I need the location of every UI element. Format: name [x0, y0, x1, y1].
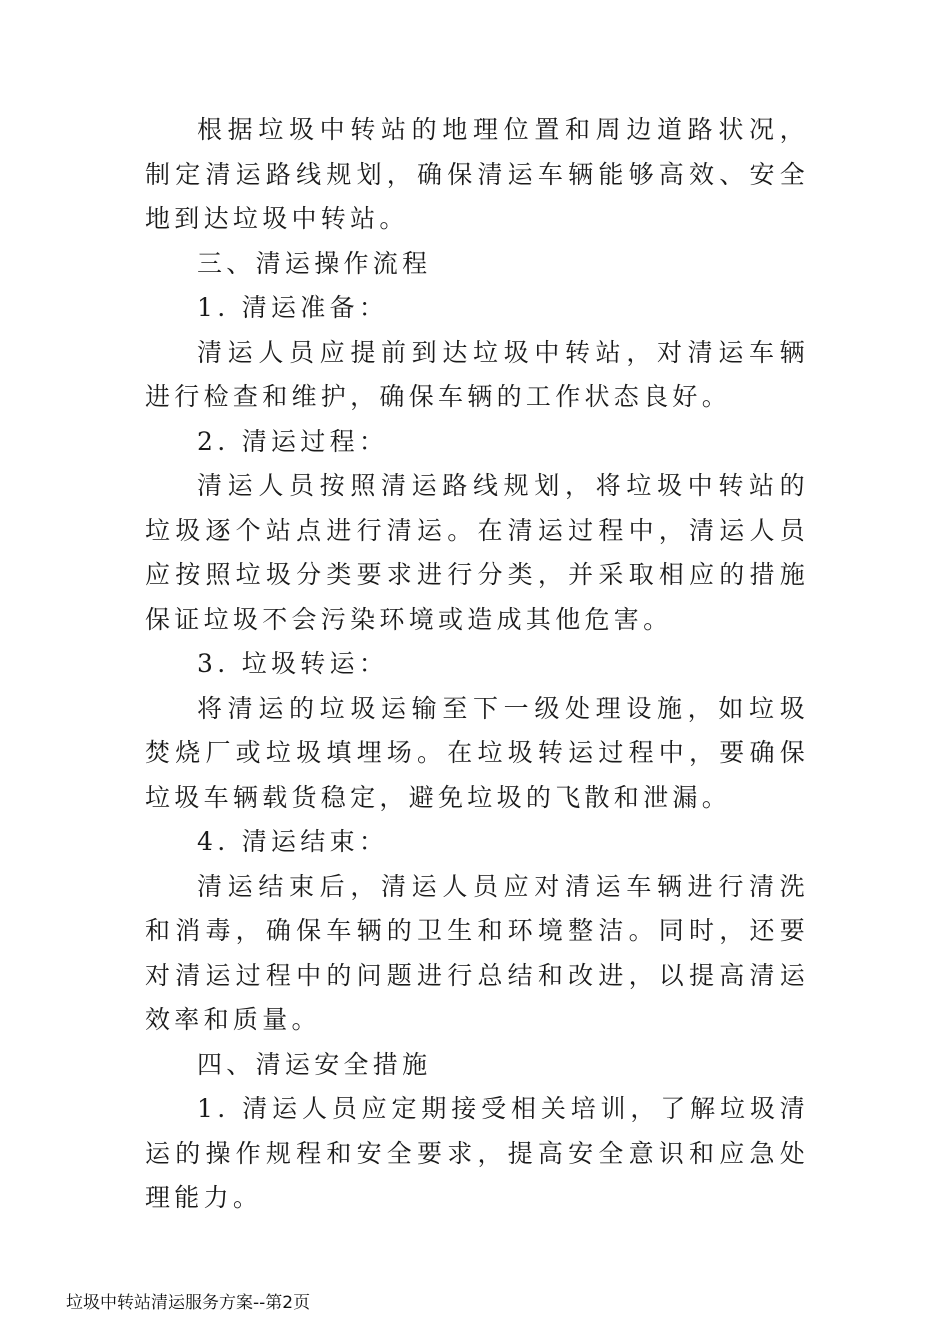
section-heading-operation-flow: 三、清运操作流程: [197, 248, 432, 278]
paragraph-transfer: 将清运的垃圾运输至下一级处理设施，如垃圾焚烧厂或垃圾填埋场。在垃圾转运过程中，要确保垃圾车辆载货稳定，避免垃圾的飞散和泄漏。: [145, 693, 809, 812]
section-heading-safety-measures: 四、清运安全措施: [197, 1049, 432, 1079]
paragraph-safety-training: 1. 清运人员应定期接受相关培训，了解垃圾清运的操作规程和安全要求，提高安全意识和应急处理能力。: [145, 1094, 809, 1212]
subheading-process: 2. 清运过程：: [197, 426, 389, 456]
page-footer: 垃圾中转站清运服务方案--第2页: [66, 1293, 311, 1313]
subheading-preparation: 1. 清运准备：: [197, 293, 389, 322]
subheading-transfer: 3. 垃圾转运：: [197, 649, 389, 678]
document-body: [145, 108, 809, 1221]
subheading-completion: 4. 清运结束：: [197, 827, 389, 856]
paragraph-process: 清运人员按照清运路线规划，将垃圾中转站的垃圾逐个站点进行清运。在清运过程中，清运人员应按照垃圾分类要求进行分类，并采取相应的措施保证垃圾不会污染环境或造成其他危害。: [145, 471, 809, 634]
paragraph-route-planning: 根据垃圾中转站的地理位置和周边道路状况，制定清运路线规划，确保清运车辆能够高效、安全地到达垃圾中转站。: [145, 115, 809, 233]
paragraph-completion: 清运结束后，清运人员应对清运车辆进行清洗和消毒，确保车辆的卫生和环境整洁。同时，还要对清运过程中的问题进行总结和改进，以提高清运效率和质量。: [145, 871, 809, 1034]
paragraph-preparation: 清运人员应提前到达垃圾中转站，对清运车辆进行检查和维护，确保车辆的工作状态良好。: [145, 337, 809, 411]
